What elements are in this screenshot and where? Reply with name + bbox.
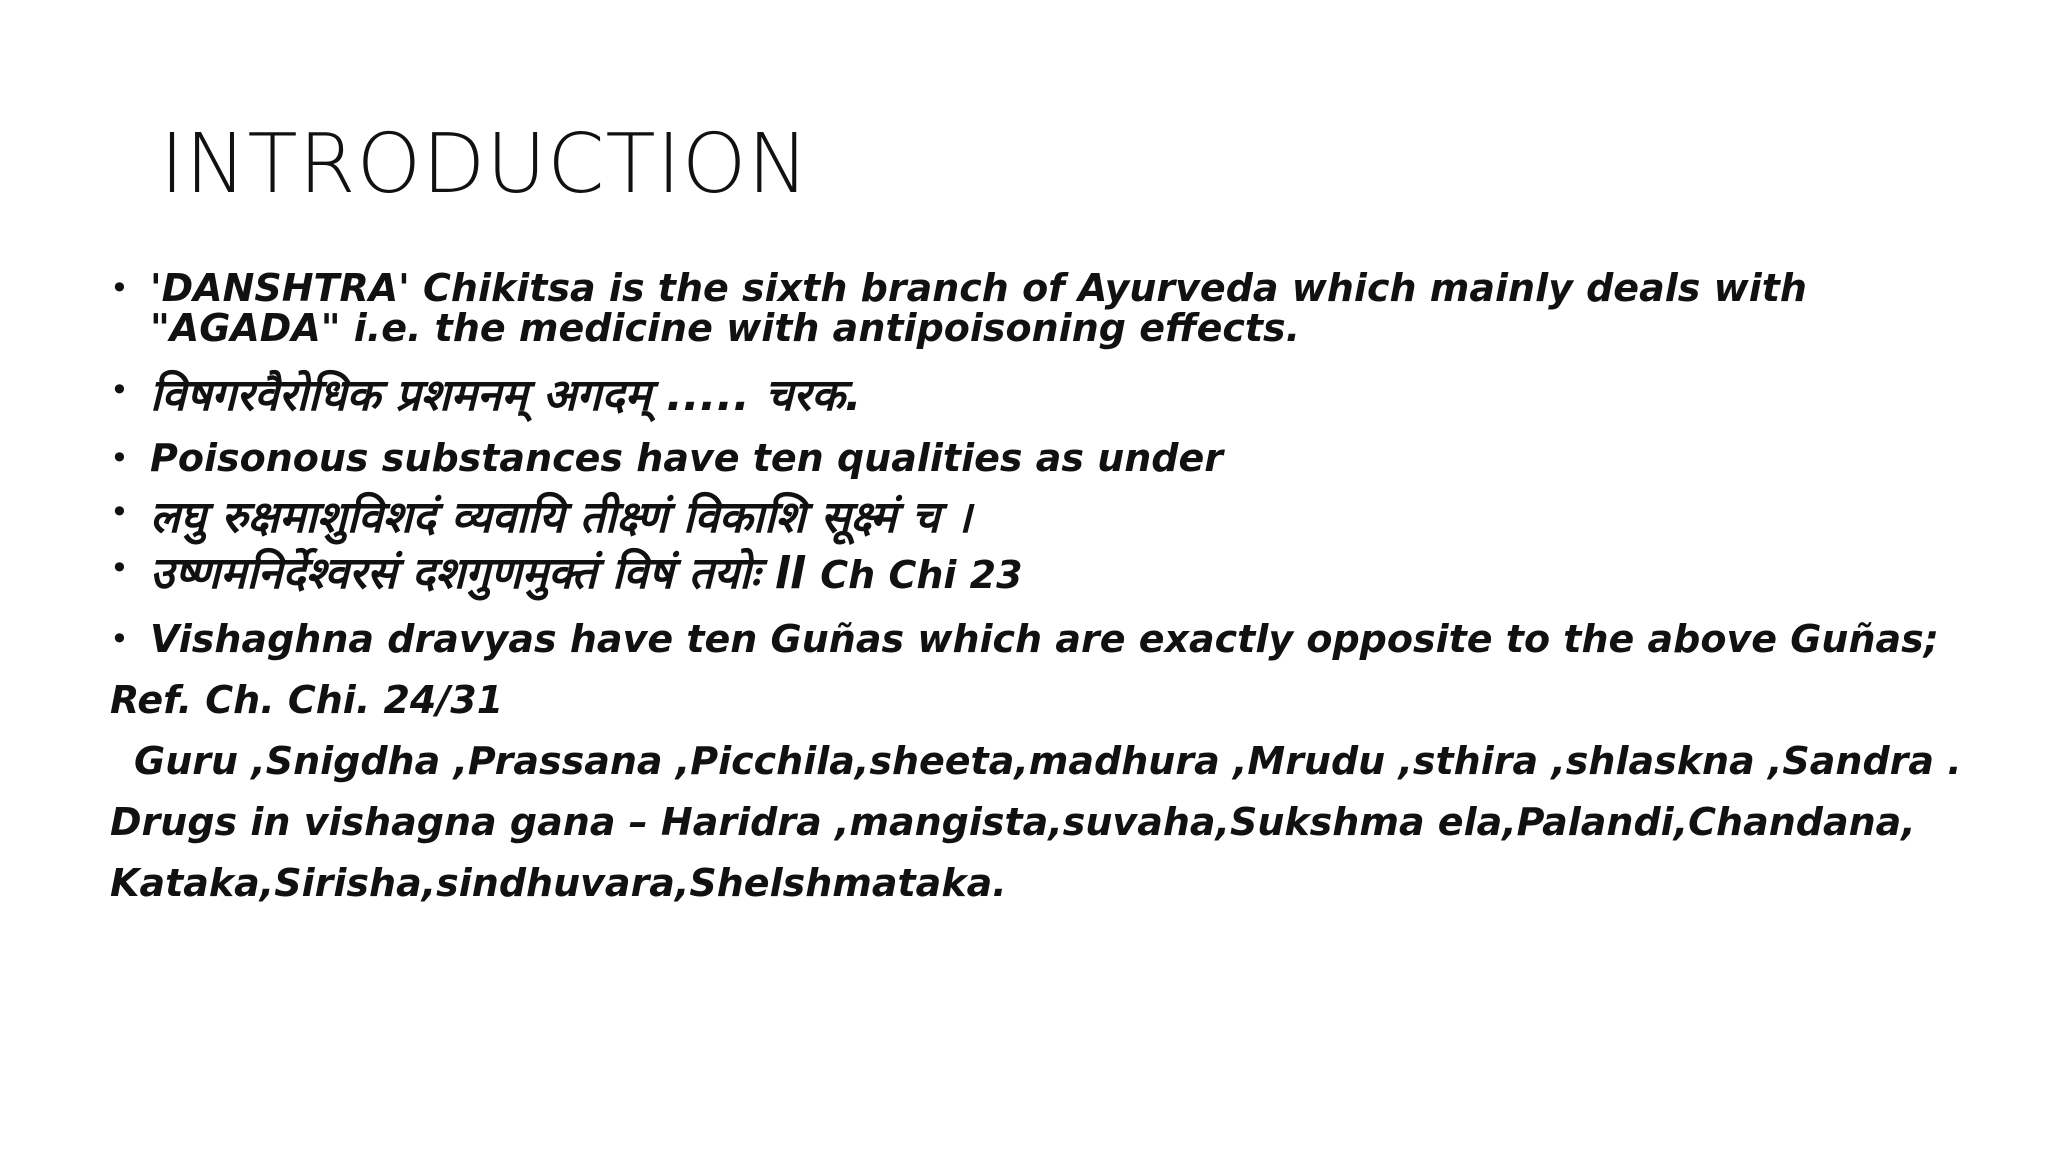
bullet-icon: • [110,620,129,658]
bullet-text [150,548,1990,601]
bullet-icon: • [110,549,129,587]
drugs-line-2: Kataka,Sirisha,sindhuvara,Shelshmataka. [110,861,1007,905]
slide-body [110,268,1990,903]
bullet-text: लघु रुक्षमाशुविशदं व्यवायि तीक्ष्णं विकाशि सूक्ष्मं च । [150,492,972,543]
bullet-item-sanskrit-verse-1 [110,492,1990,544]
bullet-item-danshtra [110,268,1990,348]
verse-text: उष्णमनिर्देश्वरसं दशगुणमुक्तं विषं तयोः ll [150,548,805,599]
bullet-icon: • [110,371,129,409]
bullet-text: विषगरवैरोधिक प्रशमनम् अगदम् ..... चरक. [150,370,862,421]
reference-line: Ref. Ch. Chi. 24/31 [110,678,504,722]
bullet-text: 'DANSHTRA' Chikitsa is the sixth branch of Ayurveda which mainly deals with "AGADA" i.e. the medicine with antipoisoning effects. [150,266,1807,350]
bullet-item-vishaghna [110,619,1990,659]
bullet-icon: • [110,269,129,307]
bullet-item-poison-qualities [110,438,1990,478]
bullet-text: Vishaghna dravyas have ten Guñas which are exactly opposite to the above Guñas; [150,617,1939,661]
bullet-item-sanskrit-agada [110,370,1990,422]
bullet-icon: • [110,439,129,477]
bullet-item-sanskrit-verse-2 [110,548,1990,601]
gunas-list-line: Guru ,Snigdha ,Prassana ,Picchila,sheeta,madhura ,Mrudu ,sthira ,shlaskna ,Sandra . [134,739,1962,783]
bullet-icon: • [110,493,129,531]
bullet-text: Poisonous substances have ten qualities as under [150,436,1224,480]
slide-title: INTRODUCTION [160,117,810,212]
verse-reference: Ch Chi 23 [820,553,1023,597]
drugs-line-1: Drugs in vishagna gana – Haridra ,mangista,suvaha,Sukshma ela,Palandi,Chandana, [110,800,1916,844]
